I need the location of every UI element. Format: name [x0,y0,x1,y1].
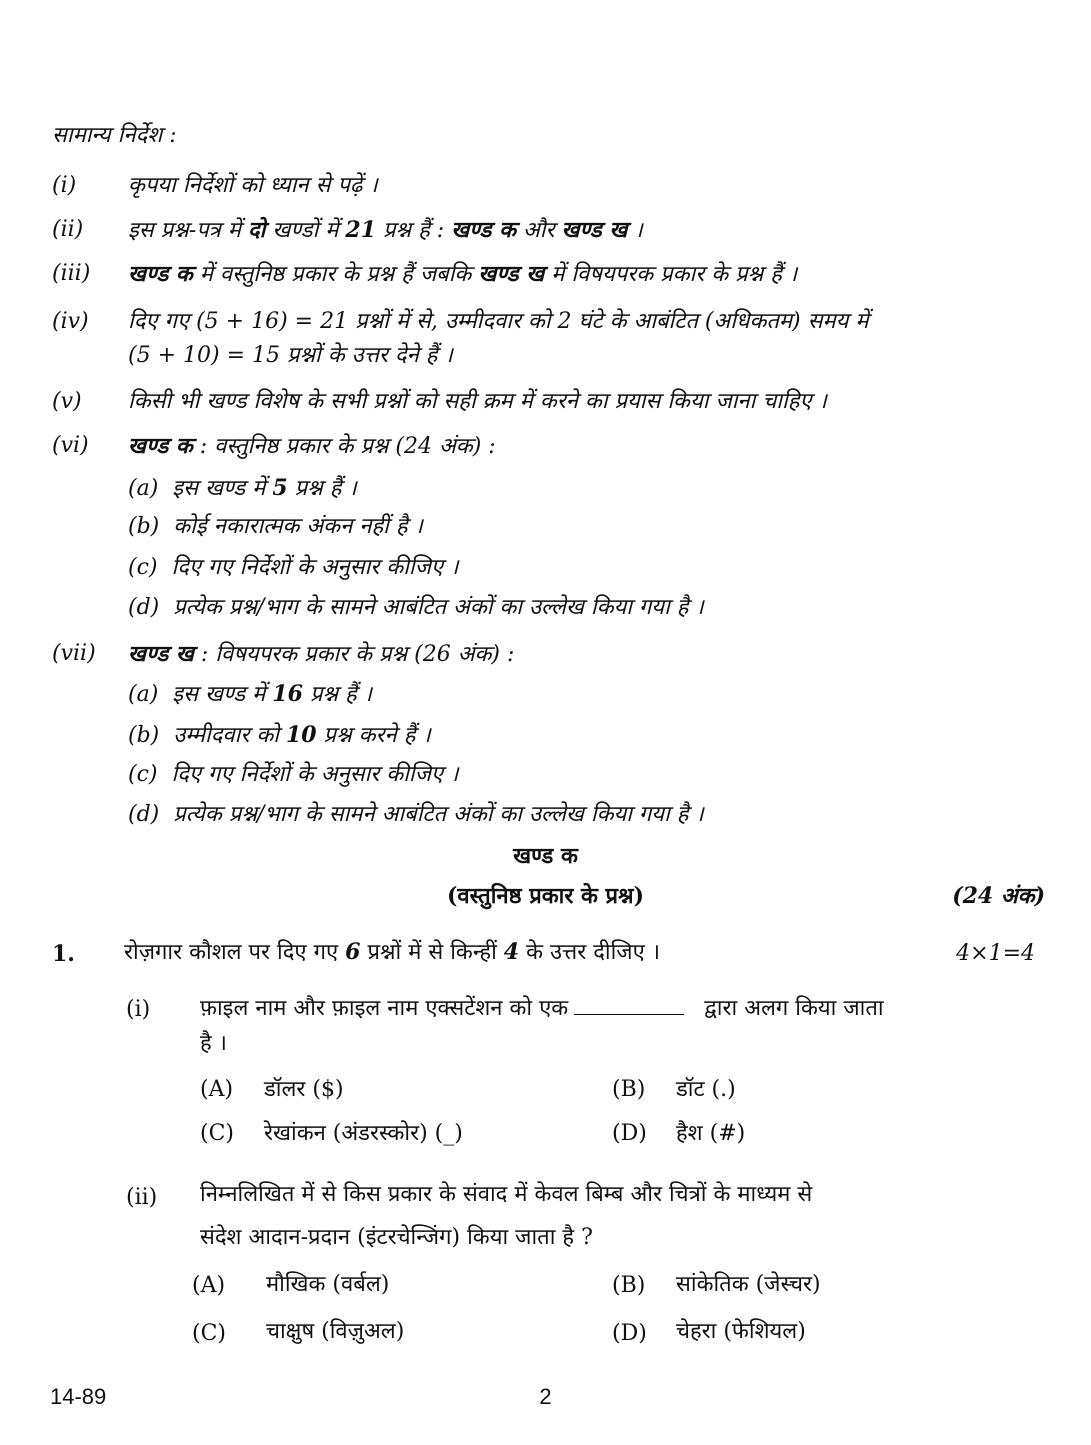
text-run: दिए गए निर्देशों के अनुसार कीजिए । [171,555,459,580]
instruction-text [128,260,797,289]
bold-run: खण्ड ख [561,217,628,243]
instruction-number: (iii) [52,261,91,286]
instruction-number: (vi) [52,433,89,458]
sub-number: (d) [128,802,160,827]
text-run: : वस्तुनिष्ठ प्रकार के प्रश्न (24 अंक) : [192,434,496,459]
paper-code: 14-89 [50,1384,107,1409]
sub-number: (b) [128,514,160,539]
text-run: में विषयपरक प्रकार के प्रश्न हैं । [544,262,798,287]
part-number: (ii) [126,1185,158,1210]
section-title: खण्ड क [513,843,578,869]
question-marks: 4×1=4 [956,941,1035,966]
instruction-text [128,640,514,669]
option-text: हैश (#) [676,1121,746,1146]
sub-number: (c) [128,555,158,580]
bold-run: 21 [345,217,377,243]
text-run: प्रत्येक प्रश्न/भाग के सामने आबंटित अंकों का उल्लेख किया गया है । [173,595,704,620]
option-label: (A) [200,1077,234,1102]
sub-number: (b) [128,723,160,748]
instruction-text: किसी भी खण्ड विशेष के सभी प्रश्नों को सही क्रम में करने का प्रयास किया जाना चाहिए । [128,389,827,414]
bold-run: खण्ड क [128,261,193,287]
instruction-number: (i) [52,173,77,198]
option-text: डॉलर ($) [264,1077,344,1102]
text-run: दिए गए निर्देशों के अनुसार कीजिए । [171,762,459,787]
part-text-line2: संदेश आदान-प्रदान (इंटरचेन्जिंग) किया जाता है ? [200,1225,593,1250]
option-label: (C) [192,1321,226,1346]
instruction-text [128,432,496,461]
text-run: प्रश्न हैं : [376,218,452,243]
part-text-line2: है । [200,1031,228,1056]
instruction-text-line1: दिए गए (5 + 16) = 21 प्रश्नों में से, उम्मीदवार को 2 घंटे के आबंटित (अधिकतम) समय में [128,309,869,334]
text-run: इस खण्ड में [172,682,273,707]
section-marks: (24 अंक) [952,883,1045,909]
bold-run: 5 [272,475,288,501]
sub-number: (c) [128,762,158,787]
bold-run: 6 [345,939,361,965]
option-text: मौखिक (वर्बल) [266,1272,390,1297]
sub-instruction [128,801,704,829]
option-text: डॉट (.) [676,1077,736,1102]
text-run: द्वारा अलग किया जाता [704,996,884,1021]
text-run: । [627,218,643,243]
bold-run: दो [247,217,266,243]
sub-instruction [128,474,357,503]
option-label: (D) [612,1321,647,1346]
option-label: (B) [612,1273,646,1298]
instruction-number: (ii) [52,217,84,242]
option-label: (C) [200,1121,234,1146]
instructions-heading: सामान्य निर्देश : [52,123,177,148]
instruction-number: (iv) [52,309,89,334]
text-run: कोई नकारात्मक अंकन नहीं है । [173,514,423,539]
sub-instruction [128,594,704,622]
instruction-text-line2: (5 + 10) = 15 प्रश्नों के उत्तर देने हैं । [128,343,453,368]
page-number: 2 [539,1384,552,1409]
text-run: इस प्रश्न-पत्र में [128,218,248,243]
sub-instruction [128,761,458,789]
part-number: (i) [126,997,151,1022]
text-run: प्रश्नों में से किन्हीं [360,940,504,965]
text-run: फ़ाइल नाम और फ़ाइल नाम एक्सटेंशन को एक [200,996,569,1021]
instruction-number: (vii) [52,641,96,666]
option-text: सांकेतिक (जेस्चर) [676,1272,821,1297]
text-run: के उत्तर दीजिए । [519,940,661,965]
instruction-text [128,216,643,245]
text-run: खण्डों में [265,218,346,243]
option-label: (B) [612,1077,646,1102]
option-label: (A) [192,1273,226,1298]
part-text-line1 [200,995,884,1023]
bold-run: खण्ड ख [478,261,545,287]
text-run: और [515,218,562,243]
bold-run: खण्ड ख [128,641,194,667]
question-number: 1. [52,941,75,967]
section-subtitle: (वस्तुनिष्ठ प्रकार के प्रश्न) [446,883,645,909]
instruction-number: (v) [52,389,82,414]
sub-instruction [128,721,431,750]
bold-run: 16 [272,681,303,707]
sub-instruction [128,554,458,582]
sub-number: (a) [128,476,159,501]
part-text-line1: निम्नलिखित में से किस प्रकार के संवाद में केवल बिम्ब और चित्रों के माध्यम से [200,1182,813,1207]
option-label: (D) [612,1121,647,1146]
bold-run: 4 [503,939,520,965]
text-run: उम्मीदवार को [173,723,286,748]
option-text: रेखांकन (अंडरस्कोर) (_) [264,1121,463,1146]
text-run: इस खण्ड में [172,476,273,501]
text-run: प्रश्न हैं । [302,682,373,707]
text-run: रोज़गार कौशल पर दिए गए [124,940,346,965]
sub-instruction [128,680,372,709]
fill-in-blank [574,996,684,1015]
text-run: प्रत्येक प्रश्न/भाग के सामने आबंटित अंकों का उल्लेख किया गया है । [173,802,704,827]
option-text: चाक्षुष (विज़ुअल) [266,1319,405,1344]
sub-number: (d) [128,595,160,620]
text-run: में वस्तुनिष्ठ प्रकार के प्रश्न हैं जबकि [192,262,479,287]
text-run: : विषयपरक प्रकार के प्रश्न (26 अंक) : [193,642,515,667]
bold-run: 10 [285,722,317,748]
text-run: प्रश्न करने हैं । [316,723,431,748]
question-text [124,938,660,967]
option-text: चेहरा (फेशियल) [676,1319,806,1344]
sub-number: (a) [128,682,159,707]
bold-run: खण्ड क [128,433,193,459]
instruction-text: कृपया निर्देशों को ध्यान से पढ़ें । [128,173,378,198]
sub-instruction [128,513,423,541]
text-run: प्रश्न हैं । [287,476,357,501]
bold-run: खण्ड क [451,217,516,243]
